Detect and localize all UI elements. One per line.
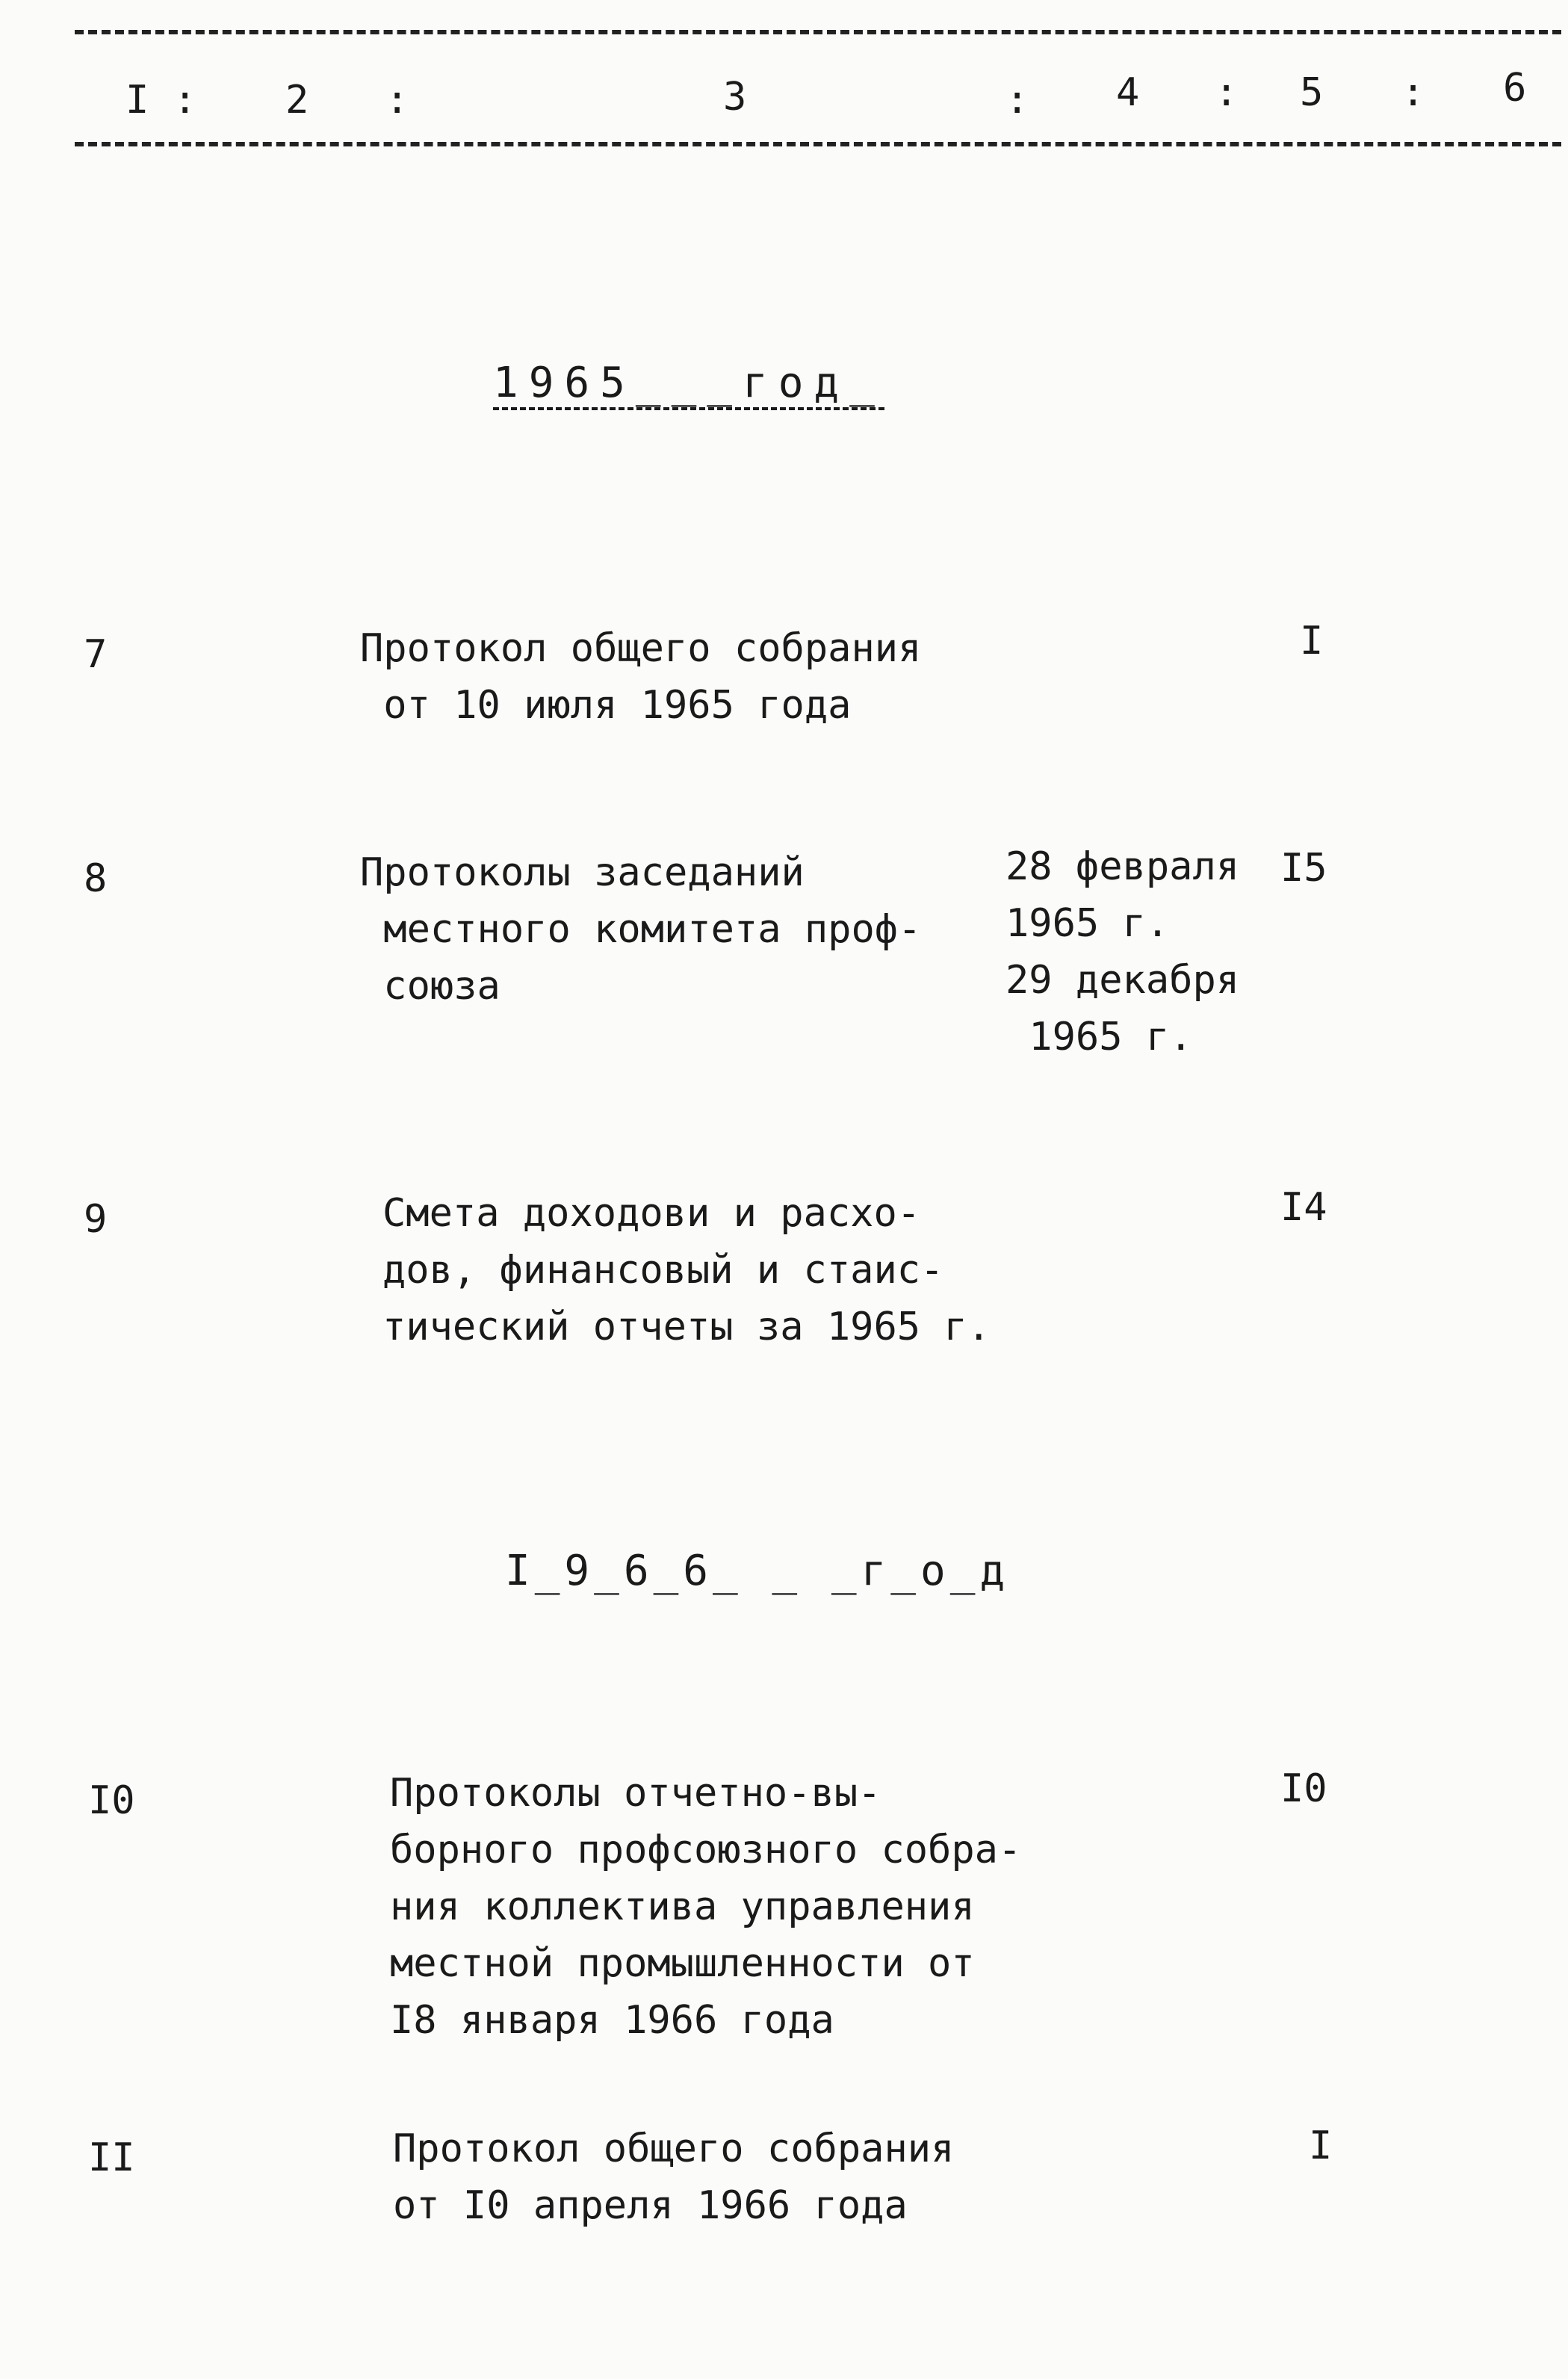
column-number-1: I <box>125 78 149 123</box>
entry-description: Протоколы заседаний местного комитета проф- союза <box>360 850 922 1009</box>
column-number-5: 5 <box>1300 70 1324 115</box>
entry-description: Протокол общего собрания от I0 апреля 1966 года <box>393 2126 955 2228</box>
column-number-3: 3 <box>723 75 747 120</box>
entry-number: 7 <box>84 632 108 677</box>
entry-number: I0 <box>88 1778 135 1823</box>
entry-sheet-count: I <box>1300 619 1324 663</box>
entry-sheet-count: I <box>1309 2123 1333 2168</box>
column-number-6: 6 <box>1503 66 1527 111</box>
header-top-rule <box>75 30 1561 34</box>
entry-description: Протоколы отчетно-вы- борного профсоюзного собра- ния коллектива управления местной промышленности от I8 января 1966 года <box>390 1771 1022 2043</box>
entry-description: Протокол общего собрания от 10 июля 1965 года <box>360 626 922 728</box>
entry-number: II <box>88 2135 135 2180</box>
year-heading: I_9_6_6_ _ _г_о_д <box>505 1547 1010 1595</box>
column-number-4: 4 <box>1116 70 1140 115</box>
entry-dates: 28 февраля 1965 г. 29 декабря 1965 г. <box>1005 844 1240 1059</box>
column-separator: : <box>1401 70 1425 115</box>
entry-number: 8 <box>84 856 108 901</box>
column-separator: : <box>1215 70 1239 115</box>
column-separator: : <box>173 78 197 123</box>
entry-description: Смета доходови и расхо- дов, финансовый и стаис- тический отчеты за 1965 г. <box>382 1191 991 1349</box>
column-separator: : <box>385 78 409 123</box>
entry-sheet-count: I0 <box>1280 1766 1327 1811</box>
year-heading: 1965___год_ <box>493 359 885 407</box>
column-number-2: 2 <box>285 78 309 123</box>
header-bottom-rule <box>75 142 1561 146</box>
entry-sheet-count: I4 <box>1280 1185 1327 1230</box>
entry-sheet-count: I5 <box>1280 846 1327 891</box>
column-separator: : <box>1005 78 1029 123</box>
entry-number: 9 <box>84 1197 108 1242</box>
